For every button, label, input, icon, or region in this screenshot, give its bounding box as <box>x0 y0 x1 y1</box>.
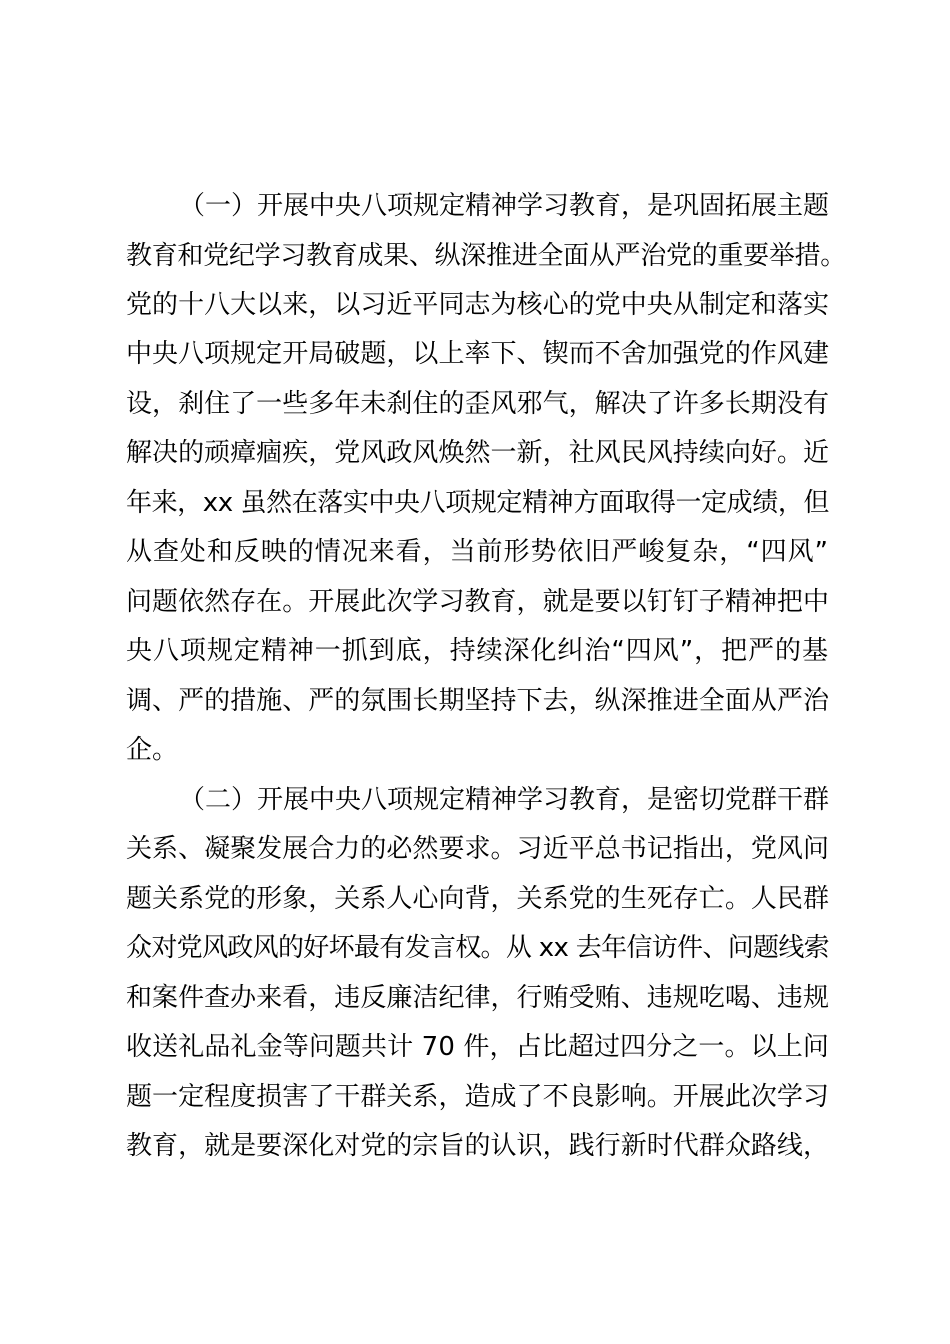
paragraph-line: 调、严的措施、严的氛围长期坚持下去，纵深推进全面从严治 <box>126 686 829 716</box>
paragraph-line: 党的十八大以来，以习近平同志为核心的党中央从制定和落实 <box>126 290 829 320</box>
paragraph-line: 中央八项规定开局破题，以上率下、锲而不舍加强党的作风建 <box>126 339 829 369</box>
paragraph-line: 央八项规定精神一抓到底，持续深化纠治“四风”，把严的基 <box>126 636 829 666</box>
paragraph-line: 年来，xx 虽然在落实中央八项规定精神方面取得一定成绩，但 <box>126 488 829 518</box>
paragraph-line: 教育，就是要深化对党的宗旨的认识，践行新时代群众路线， <box>126 1131 829 1161</box>
paragraph-line: （二）开展中央八项规定精神学习教育，是密切党群干群 <box>179 785 829 815</box>
paragraph-line: 企。 <box>126 735 179 765</box>
paragraph-line: 关系、凝聚发展合力的必然要求。习近平总书记指出，党风问 <box>126 834 829 864</box>
paragraph-line: 题一定程度损害了干群关系，造成了不良影响。开展此次学习 <box>126 1082 829 1112</box>
paragraph-line: 教育和党纪学习教育成果、纵深推进全面从严治党的重要举措。 <box>126 241 846 271</box>
paragraph-line: 设，刹住了一些多年未刹住的歪风邪气，解决了许多长期没有 <box>126 389 829 419</box>
paragraph-line: 从查处和反映的情况来看，当前形势依旧严峻复杂，“四风” <box>126 537 829 567</box>
paragraph-line: 问题依然存在。开展此次学习教育，就是要以钉钉子精神把中 <box>126 587 829 617</box>
paragraph-line: 众对党风政风的好坏最有发言权。从 xx 去年信访件、问题线索 <box>126 933 829 963</box>
paragraph-line: 和案件查办来看，违反廉洁纪律，行贿受贿、违规吃喝、违规 <box>126 983 829 1013</box>
paragraph-line: 收送礼品礼金等问题共计 70 件，占比超过四分之一。以上问 <box>126 1032 829 1062</box>
paragraph-line: 解决的顽瘴痼疾，党风政风焕然一新，社风民风持续向好。近 <box>126 438 829 468</box>
paragraph-line: 题关系党的形象，关系人心向背，关系党的生死存亡。人民群 <box>126 884 829 914</box>
paragraph-line: （一）开展中央八项规定精神学习教育，是巩固拓展主题 <box>179 191 829 221</box>
